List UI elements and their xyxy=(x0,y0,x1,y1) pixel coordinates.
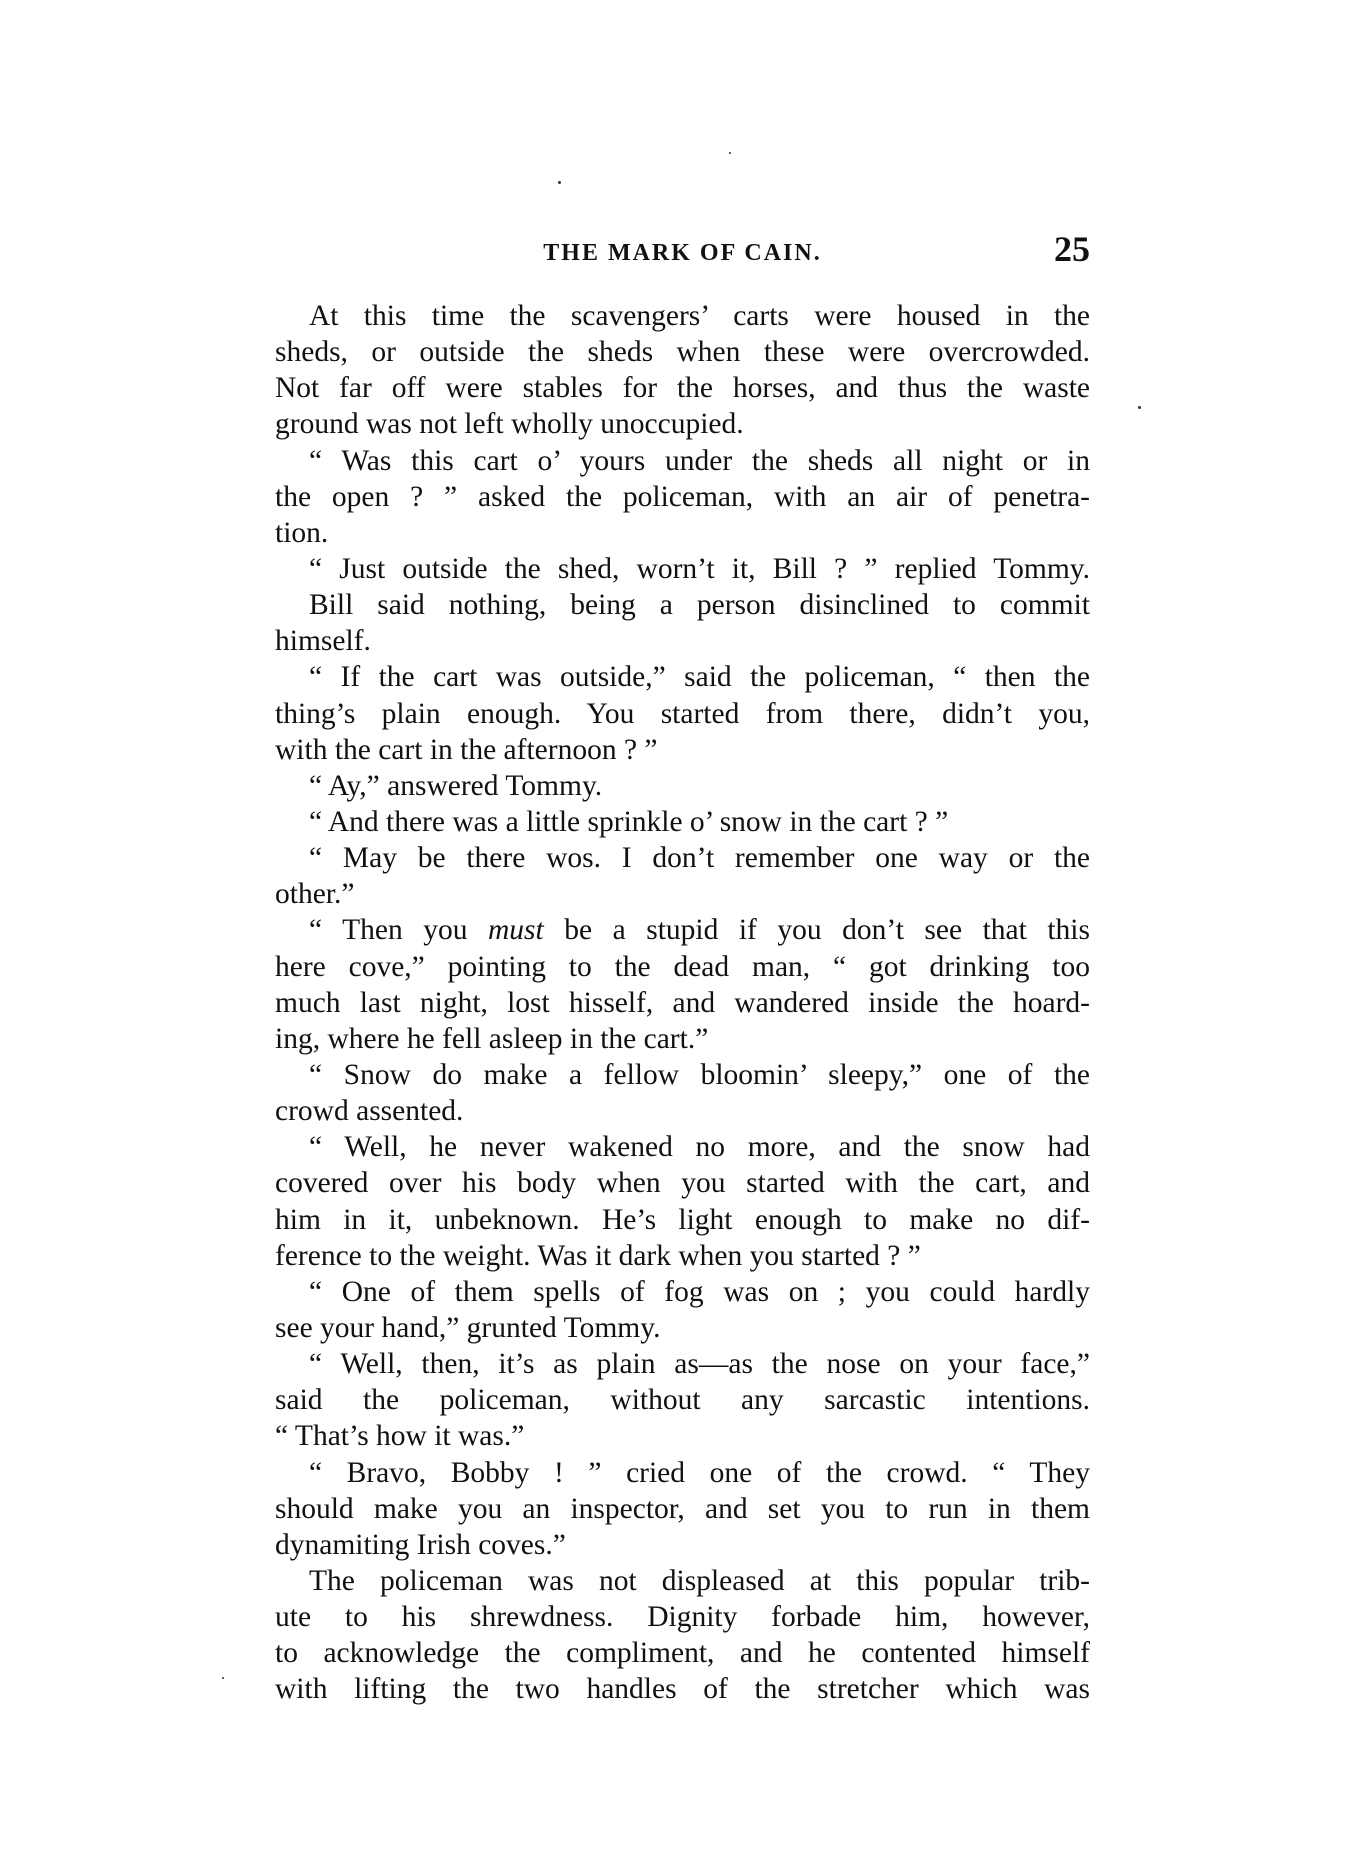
text-line: At this time the scavengers’ carts were housed in the xyxy=(309,300,1090,332)
running-title: THE MARK OF CAIN. xyxy=(543,240,822,266)
text-line: the open ? ” asked the policeman, with an air of penetra- xyxy=(275,480,1090,513)
text-line: “ One of them spells of fog was on ; you could hardly xyxy=(309,1275,1090,1308)
running-head xyxy=(275,229,1090,274)
text-line: sheds, or outside the sheds when these were overcrowded. xyxy=(275,336,1090,369)
print-speck xyxy=(1138,406,1141,409)
text-line: ing, where he fell asleep in the cart.” xyxy=(275,1022,709,1055)
text-line: said the policeman, without any sarcastic intentions. xyxy=(275,1384,1090,1417)
text-line: other.” xyxy=(275,878,355,911)
text-line: “ Was this cart o’ yours under the sheds all night or in xyxy=(309,444,1090,477)
text-line: “ Well, he never wakened no more, and the snow had xyxy=(309,1131,1090,1164)
page-number: 25 xyxy=(1054,229,1090,269)
text-line: crowd assented. xyxy=(275,1095,464,1128)
text-line: thing’s plain enough. You started from there, didn’t you, xyxy=(275,697,1090,730)
text-line: ute to his shrewdness. Dignity forbade him, however, xyxy=(275,1601,1090,1634)
emphasis: must xyxy=(487,914,544,947)
text-line: “ Just outside the shed, worn’t it, Bill ? ” replied Tommy. xyxy=(309,552,1090,585)
body-text xyxy=(275,298,1090,1707)
text-line: “ And there was a little sprinkle o’ snow in the cart ? ” xyxy=(309,805,949,838)
text-line: “ Snow do make a fellow bloomin’ sleepy,” one of the xyxy=(309,1058,1090,1091)
text-line: “ Then you must be a stupid if you don’t see that this xyxy=(309,914,1090,947)
text-line: tion. xyxy=(275,516,329,549)
text-line: to acknowledge the compliment, and he contented himself xyxy=(275,1637,1090,1670)
text-line: him in it, unbeknown. He’s light enough to make no dif- xyxy=(275,1203,1090,1236)
print-speck xyxy=(222,1677,224,1679)
text-line: Bill said nothing, being a person disinclined to commit xyxy=(309,589,1090,622)
text-line: with the cart in the afternoon ? ” xyxy=(275,733,658,766)
text-line: here cove,” pointing to the dead man, “ got drinking too xyxy=(275,950,1090,983)
text-line: “ If the cart was outside,” said the policeman, “ then the xyxy=(309,661,1090,694)
text-line: The policeman was not displeased at this popular trib- xyxy=(309,1564,1090,1597)
text-line: dynamiting Irish coves.” xyxy=(275,1528,566,1561)
print-speck xyxy=(558,181,561,184)
text-line: “ May be there wos. I don’t remember one way or the xyxy=(309,842,1090,875)
text-line: much last night, lost hisself, and wandered inside the hoard- xyxy=(275,986,1090,1019)
print-speck xyxy=(729,152,731,154)
text-line: “ Ay,” answered Tommy. xyxy=(309,769,603,802)
text-line: Not far off were stables for the horses, and thus the waste xyxy=(275,372,1090,405)
text-line: “ Well, then, it’s as plain as—as the nose on your face,” xyxy=(309,1348,1090,1381)
text-line: “ That’s how it was.” xyxy=(275,1420,525,1453)
text-line: ground was not left wholly unoccupied. xyxy=(275,408,744,441)
text-line: “ Bravo, Bobby ! ” cried one of the crowd. “ They xyxy=(309,1456,1090,1489)
text-line: see your hand,” grunted Tommy. xyxy=(275,1311,661,1344)
text-line: himself. xyxy=(275,625,371,658)
text-line: ference to the weight. Was it dark when you started ? ” xyxy=(275,1239,921,1272)
text-line: should make you an inspector, and set you to run in them xyxy=(275,1492,1090,1525)
text-line: covered over his body when you started with the cart, and xyxy=(275,1167,1090,1200)
text-line: with lifting the two handles of the stretcher which was xyxy=(275,1673,1090,1706)
